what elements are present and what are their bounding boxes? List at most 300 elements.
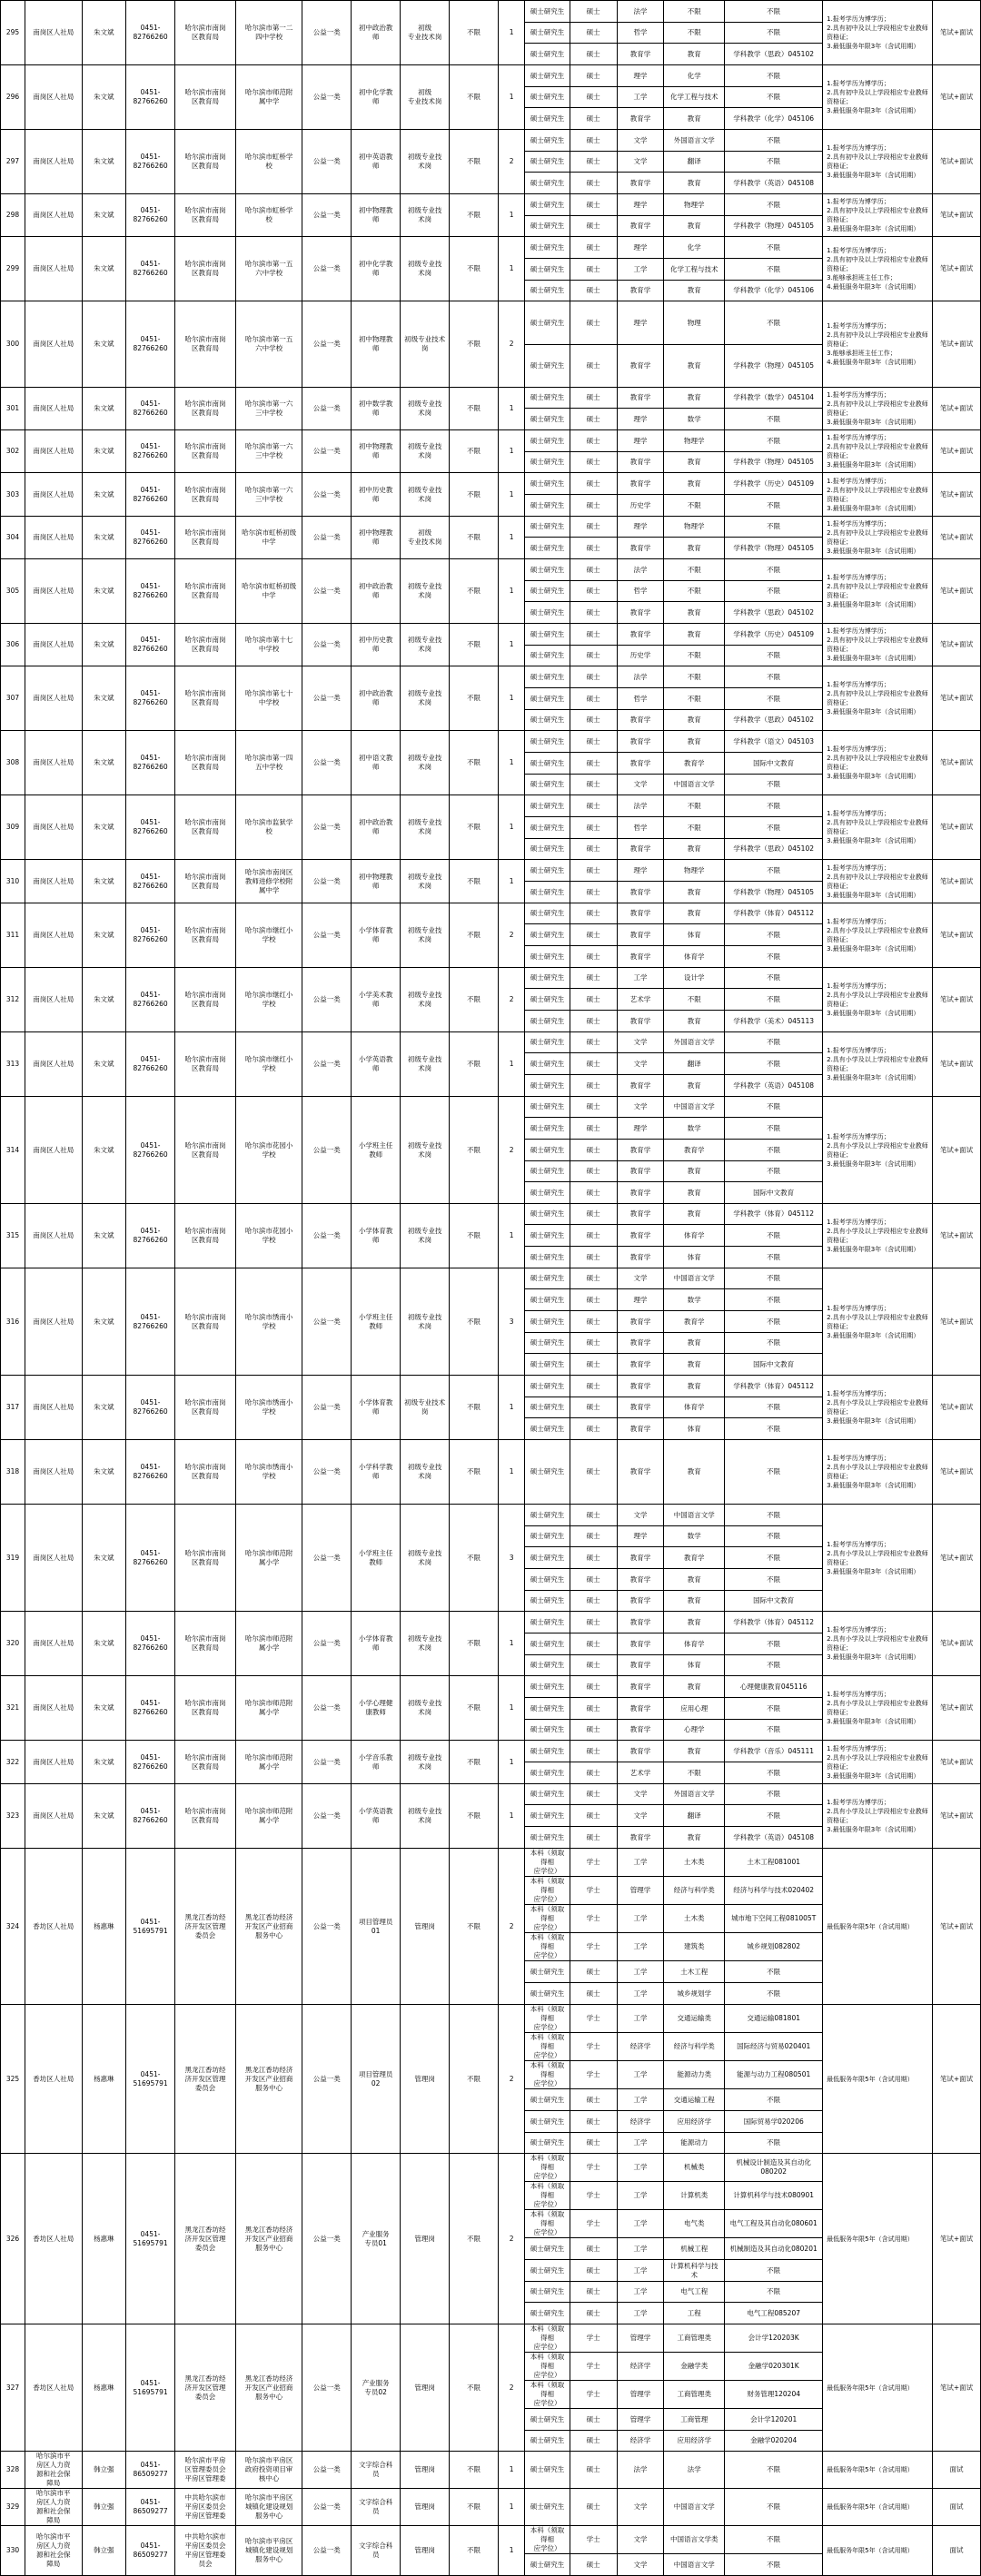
hiring-count-cell: 1 (499, 65, 525, 130)
post-category-cell: 初级专业技 术岗 (401, 1268, 450, 1376)
major-category-cell: 计算机类 (664, 2182, 725, 2210)
degree-cell: 硕士 (570, 1204, 617, 1225)
exam-method-cell: 笔试+面试 (932, 2005, 980, 2154)
degree-cell: 硕士 (570, 1547, 617, 1569)
education-cell: 硕士研究生 (525, 1118, 570, 1140)
unit-type-cell: 公益一类 (302, 517, 352, 559)
major-category-cell: 数学 (664, 409, 725, 430)
exam-method-cell: 面试 (932, 2526, 980, 2576)
degree-cell: 硕士 (570, 688, 617, 710)
discipline-cell: 教育学 (617, 710, 664, 731)
contact-phone-cell: 0451- 82766260 (126, 1376, 175, 1440)
row-number-cell: 311 (1, 903, 25, 968)
major-category-cell: 土木类 (664, 1905, 725, 1933)
post-category-cell: 初级专业技 术岗 (401, 1097, 450, 1204)
requirements-cell: 1.报考学历为博学历； 2.具有初中及以上学段相应专业教师 资格证； 3.最低服务年限3年（含试用期） (823, 795, 933, 860)
table-row (1, 1268, 981, 1289)
hiring-unit-cell: 哈尔滨市继红小 学校 (235, 903, 302, 968)
major-cell: 不限 (725, 1418, 823, 1440)
row-number-cell: 313 (1, 1032, 25, 1097)
education-cell: 硕士研究生 (525, 646, 570, 666)
degree-cell: 硕士 (570, 2089, 617, 2111)
table-row (1, 666, 981, 688)
requirements-cell: 1.报考学历为博学历； 2.具有初中及以上学段相应专业教师 资格证； 3.最低服务年限3年（含试用期） (823, 517, 933, 559)
table-row (1, 1612, 981, 1633)
education-cell: 硕士研究生 (525, 1741, 570, 1762)
hiring-count-cell: 1 (499, 731, 525, 795)
degree-cell: 硕士 (570, 517, 617, 538)
major-category-cell: 建筑类 (664, 1933, 725, 1961)
requirements-cell: 1.报考学历为博学历； 2.具有初中及以上学段相应专业教师 资格证； 3.最低服务年限3年（含试用期） (823, 860, 933, 903)
major-category-cell: 能源动力类 (664, 2061, 725, 2089)
discipline-cell: 理学 (617, 517, 664, 538)
row-number-cell: 303 (1, 473, 25, 517)
major-cell: 学科教学（思政）045102 (725, 710, 823, 731)
major-category-cell: 教育学 (664, 1547, 725, 1569)
degree-cell: 硕士 (570, 775, 617, 795)
competent-authority-cell: 中共哈尔滨市 平房区委员会 平房区管理委 员会 (175, 2526, 236, 2576)
contact-phone-cell: 0451- 82766260 (126, 666, 175, 731)
exam-method-cell: 笔试+面试 (932, 1440, 980, 1505)
major-category-cell: 不限 (664, 495, 725, 517)
discipline-cell: 教育学 (617, 1397, 664, 1418)
department-cell: 南岗区人社局 (25, 860, 82, 903)
degree-cell: 硕士 (570, 666, 617, 688)
hiring-unit-cell: 哈尔滨市第一五 六中学校 (235, 301, 302, 388)
major-cell: 不限 (725, 259, 823, 281)
unit-type-cell: 公益一类 (302, 65, 352, 130)
hiring-count-cell: 2 (499, 2154, 525, 2324)
row-number-cell: 300 (1, 301, 25, 388)
education-cell: 硕士研究生 (525, 1011, 570, 1032)
table-row (1, 1204, 981, 1225)
major-cell: 不限 (725, 2452, 823, 2489)
major-cell: 学科教学（化学）045106 (725, 281, 823, 301)
department-cell: 南岗区人社局 (25, 666, 82, 731)
major-cell: 学科教学（体育）045112 (725, 1612, 823, 1633)
major-category-cell: 工商管理类 (664, 2324, 725, 2353)
degree-cell: 学士 (570, 1933, 617, 1961)
education-cell: 硕士研究生 (525, 1075, 570, 1097)
major-category-cell: 化学 (664, 65, 725, 87)
row-number-cell: 321 (1, 1676, 25, 1741)
degree-cell: 硕士 (570, 1805, 617, 1827)
degree-cell: 硕士 (570, 281, 617, 301)
contact-phone-cell: 0451- 82766260 (126, 1612, 175, 1676)
discipline-cell: 法学 (617, 1, 664, 23)
hiring-count-cell: 1 (499, 430, 525, 473)
major-cell: 学科教学（音乐）045111 (725, 1741, 823, 1762)
degree-cell: 硕士 (570, 2133, 617, 2154)
education-cell: 硕士研究生 (525, 301, 570, 345)
contact-phone-cell: 0451- 51695791 (126, 2154, 175, 2324)
discipline-cell: 教育学 (617, 839, 664, 860)
education-cell: 硕士研究生 (525, 1289, 570, 1311)
exam-method-cell: 面试 (932, 2452, 980, 2489)
education-cell: 硕士研究生 (525, 1053, 570, 1075)
degree-cell: 硕士 (570, 452, 617, 473)
hiring-unit-cell: 哈尔滨市花园小 学校 (235, 1204, 302, 1268)
degree-cell: 硕士 (570, 130, 617, 152)
major-category-cell: 能源动力 (664, 2133, 725, 2154)
post-category-cell: 初级专业技 术岗 (401, 1676, 450, 1741)
major-cell: 不限 (725, 1633, 823, 1655)
discipline-cell: 工学 (617, 2182, 664, 2210)
hiring-count-cell: 1 (499, 559, 525, 624)
degree-cell: 硕士 (570, 259, 617, 281)
contact-person-cell: 朱文斌 (82, 1440, 126, 1505)
hiring-unit-cell: 哈尔滨市师范附 属小学 (235, 1505, 302, 1612)
hiring-count-cell: 1 (499, 2452, 525, 2489)
degree-cell: 硕士 (570, 753, 617, 775)
hiring-unit-cell: 黑龙江香坊经济 开发区产业招商 服务中心 (235, 2154, 302, 2324)
post-name-cell: 小学体育教 师 (352, 903, 401, 968)
post-category-cell: 管理岗 (401, 2005, 450, 2154)
education-cell: 硕士研究生 (525, 130, 570, 152)
discipline-cell: 经济学 (617, 2111, 664, 2133)
discipline-cell: 教育学 (617, 216, 664, 237)
discipline-cell: 教育学 (617, 538, 664, 559)
table-row (1, 559, 981, 581)
discipline-cell: 理学 (617, 1526, 664, 1547)
major-category-cell: 教育 (664, 388, 725, 409)
competent-authority-cell: 哈尔滨市南岗 区教育局 (175, 388, 236, 430)
table-body (1, 1, 981, 2576)
education-cell: 硕士研究生 (525, 409, 570, 430)
major-category-cell: 体育 (664, 924, 725, 946)
unit-type-cell: 公益一类 (302, 903, 352, 968)
education-cell: 硕士研究生 (525, 581, 570, 602)
hiring-unit-cell: 哈尔滨市师范附 属小学 (235, 1741, 302, 1784)
major-cell: 不限 (725, 495, 823, 517)
major-category-cell: 教育 (664, 1011, 725, 1032)
major-cell: 学科教学（体育）045112 (725, 1376, 823, 1397)
competent-authority-cell: 哈尔滨市南岗 区教育局 (175, 1, 236, 65)
department-cell: 南岗区人社局 (25, 1268, 82, 1376)
discipline-cell: 教育学 (617, 1225, 664, 1247)
major-category-cell: 土木工程 (664, 1961, 725, 1983)
discipline-cell: 工学 (617, 2133, 664, 2154)
row-number-cell: 296 (1, 65, 25, 130)
competent-authority-cell: 黑龙江香坊经 济开发区管理 委员会 (175, 2154, 236, 2324)
table-row (1, 731, 981, 753)
education-cell: 硕士研究生 (525, 1961, 570, 1983)
row-number-cell: 328 (1, 2452, 25, 2489)
major-category-cell: 不限 (664, 795, 725, 817)
discipline-cell: 文学 (617, 1505, 664, 1526)
exam-method-cell: 笔试+面试 (932, 1268, 980, 1376)
post-category-cell: 管理岗 (401, 2154, 450, 2324)
degree-cell: 学士 (570, 2182, 617, 2210)
education-cell: 硕士研究生 (525, 1354, 570, 1376)
post-category-cell: 初级专业技 术岗 (401, 1612, 450, 1676)
requirements-cell: 1.报考学历为博学历； 2.具有小学及以上学段相应专业教师 资格证； 3.最低服务年限3年（含试用期） (823, 1612, 933, 1676)
degree-cell: 硕士 (570, 1182, 617, 1204)
exam-category-cell: 不限 (450, 1676, 499, 1741)
degree-cell: 硕士 (570, 924, 617, 946)
requirements-cell: 1.报考学历为博学历； 2.具有初中及以上学段相应专业教师 资格证； 3.最低服务年限3年（含试用期） (823, 194, 933, 237)
hiring-unit-cell: 哈尔滨市第一六 三中学校 (235, 388, 302, 430)
post-name-cell: 文字综合科 员 (352, 2452, 401, 2489)
unit-type-cell: 公益一类 (302, 1741, 352, 1784)
education-cell: 硕士研究生 (525, 1376, 570, 1397)
major-cell: 不限 (725, 2526, 823, 2554)
major-category-cell: 物理学 (664, 860, 725, 882)
hiring-count-cell: 2 (499, 903, 525, 968)
table-row (1, 2526, 981, 2554)
contact-person-cell: 朱文斌 (82, 968, 126, 1032)
exam-category-cell: 不限 (450, 130, 499, 194)
education-cell: 硕士研究生 (525, 1591, 570, 1612)
contact-phone-cell: 0451- 82766260 (126, 731, 175, 795)
degree-cell: 硕士 (570, 1333, 617, 1354)
exam-category-cell: 不限 (450, 237, 499, 301)
major-category-cell: 中国语言文学类 (664, 2526, 725, 2554)
major-cell: 计算机科学与技术080901 (725, 2182, 823, 2210)
education-cell: 硕士研究生 (525, 194, 570, 216)
degree-cell: 硕士 (570, 409, 617, 430)
degree-cell: 硕士 (570, 817, 617, 839)
post-category-cell: 初级专业技 术岗 (401, 1741, 450, 1784)
competent-authority-cell: 哈尔滨市南岗 区教育局 (175, 1204, 236, 1268)
education-cell: 硕士研究生 (525, 2260, 570, 2282)
contact-person-cell: 朱文斌 (82, 65, 126, 130)
exam-method-cell: 笔试+面试 (932, 1676, 980, 1741)
contact-person-cell: 朱文斌 (82, 1204, 126, 1268)
hiring-unit-cell: 哈尔滨市绣南小 学校 (235, 1376, 302, 1440)
major-cell: 不限 (725, 1333, 823, 1354)
degree-cell: 学士 (570, 2353, 617, 2381)
major-category-cell: 教育 (664, 1204, 725, 1225)
post-name-cell: 初中历史教 师 (352, 624, 401, 666)
discipline-cell: 教育学 (617, 753, 664, 775)
major-cell: 金融学020204 (725, 2431, 823, 2452)
major-cell: 不限 (725, 1397, 823, 1418)
exam-method-cell: 笔试+面试 (932, 388, 980, 430)
unit-type-cell: 公益一类 (302, 237, 352, 301)
requirements-cell: 1.报考学历为博学历； 2.具有小学及以上学段相应专业教师 资格证； 3.最低服务年限3年（含试用期） (823, 1676, 933, 1741)
requirements-cell: 1.报考学历为博学历； 2.具有小学及以上学段相应专业教师 资格证； 3.最低服务年限3年（含试用期） (823, 1097, 933, 1204)
major-category-cell: 教育 (664, 602, 725, 624)
education-cell: 硕士研究生 (525, 775, 570, 795)
hiring-unit-cell: 哈尔滨市第一五 六中学校 (235, 237, 302, 301)
major-cell: 金融学020301K (725, 2353, 823, 2381)
major-category-cell: 体育学 (664, 946, 725, 968)
education-cell: 硕士研究生 (525, 688, 570, 710)
hiring-unit-cell: 哈尔滨市师范附 属中学 (235, 65, 302, 130)
unit-type-cell: 公益一类 (302, 1784, 352, 1849)
contact-phone-cell: 0451- 51695791 (126, 2005, 175, 2154)
education-cell: 硕士研究生 (525, 1526, 570, 1547)
post-name-cell: 初中英语教 师 (352, 130, 401, 194)
major-cell: 学科教学（思政）045102 (725, 602, 823, 624)
contact-person-cell: 朱文斌 (82, 194, 126, 237)
major-category-cell: 外国语言文学 (664, 1032, 725, 1053)
degree-cell: 硕士 (570, 968, 617, 989)
education-cell: 硕士研究生 (525, 1333, 570, 1354)
table-row (1, 2324, 981, 2353)
exam-method-cell: 笔试+面试 (932, 624, 980, 666)
row-number-cell: 310 (1, 860, 25, 903)
table-row (1, 473, 981, 495)
education-cell: 硕士研究生 (525, 2303, 570, 2324)
post-name-cell: 小学科学教 师 (352, 1440, 401, 1505)
hiring-unit-cell: 哈尔滨市平房区 城镇化建设规划 服务中心 (235, 2489, 302, 2526)
degree-cell: 学士 (570, 1877, 617, 1905)
department-cell: 南岗区人社局 (25, 1440, 82, 1505)
unit-type-cell: 公益一类 (302, 1268, 352, 1376)
degree-cell: 硕士 (570, 1311, 617, 1333)
hiring-unit-cell: 哈尔滨市师范附 属小学 (235, 1612, 302, 1676)
major-cell: 学科教学（体育）045112 (725, 1204, 823, 1225)
major-category-cell: 翻译 (664, 152, 725, 173)
hiring-count-cell: 1 (499, 237, 525, 301)
education-cell: 硕士研究生 (525, 1655, 570, 1676)
education-cell: 硕士研究生 (525, 108, 570, 130)
major-category-cell: 教育 (664, 1569, 725, 1591)
major-category-cell: 外国语言文学 (664, 130, 725, 152)
education-cell: 本科（须取得相 应学位） (525, 1933, 570, 1961)
discipline-cell: 教育学 (617, 388, 664, 409)
major-cell: 财务管理120204 (725, 2381, 823, 2409)
education-cell: 硕士研究生 (525, 559, 570, 581)
discipline-cell: 教育学 (617, 1140, 664, 1161)
major-cell: 不限 (725, 1225, 823, 1247)
education-cell: 硕士研究生 (525, 946, 570, 968)
exam-category-cell: 不限 (450, 559, 499, 624)
contact-person-cell: 朱文斌 (82, 1676, 126, 1741)
major-cell: 国际贸易学020206 (725, 2111, 823, 2133)
requirements-cell: 1.报考学历为博学历； 2.具有初中及以上学段相应专业教师 资格证； 3.最低服务年限3年（含试用期） (823, 388, 933, 430)
education-cell: 本科（须取得相 应学位） (525, 2182, 570, 2210)
major-cell: 不限 (725, 1, 823, 23)
contact-phone-cell: 0451- 82766260 (126, 795, 175, 860)
major-category-cell: 教育 (664, 345, 725, 388)
contact-phone-cell: 0451- 82766260 (126, 1741, 175, 1784)
degree-cell: 学士 (570, 2005, 617, 2033)
education-cell: 硕士研究生 (525, 495, 570, 517)
post-name-cell: 初中物理教 师 (352, 860, 401, 903)
education-cell: 硕士研究生 (525, 710, 570, 731)
discipline-cell: 理学 (617, 1289, 664, 1311)
hiring-count-cell: 2 (499, 301, 525, 388)
major-cell: 城市地下空间工程081005T (725, 1905, 823, 1933)
major-category-cell: 金融学类 (664, 2353, 725, 2381)
department-cell: 南岗区人社局 (25, 388, 82, 430)
hiring-count-cell: 2 (499, 1097, 525, 1204)
discipline-cell: 教育学 (617, 1591, 664, 1612)
degree-cell: 硕士 (570, 87, 617, 108)
major-cell: 不限 (725, 946, 823, 968)
competent-authority-cell: 哈尔滨市南岗 区教育局 (175, 559, 236, 624)
education-cell: 硕士研究生 (525, 817, 570, 839)
discipline-cell: 教育学 (617, 281, 664, 301)
contact-phone-cell: 0451- 82766260 (126, 1, 175, 65)
exam-method-cell: 笔试+面试 (932, 666, 980, 731)
exam-method-cell: 笔试+面试 (932, 1032, 980, 1097)
major-category-cell: 教育 (664, 731, 725, 753)
discipline-cell: 教育学 (617, 1547, 664, 1569)
major-cell: 国际中文教育 (725, 1591, 823, 1612)
education-cell: 本科（须取得相 应学位） (525, 1849, 570, 1877)
discipline-cell: 教育学 (617, 1720, 664, 1741)
major-cell: 不限 (725, 2489, 823, 2526)
education-cell: 硕士研究生 (525, 1204, 570, 1225)
exam-method-cell: 笔试+面试 (932, 1849, 980, 2005)
hiring-count-cell: 1 (499, 1741, 525, 1784)
education-cell: 硕士研究生 (525, 2089, 570, 2111)
discipline-cell: 教育学 (617, 1182, 664, 1204)
exam-category-cell: 不限 (450, 1612, 499, 1676)
table-row (1, 1676, 981, 1698)
major-cell: 学科教学（物理）045105 (725, 345, 823, 388)
major-cell: 不限 (725, 1698, 823, 1720)
table-row (1, 1505, 981, 1526)
education-cell: 硕士研究生 (525, 1784, 570, 1805)
post-name-cell: 初中化学教 师 (352, 237, 401, 301)
major-cell: 不限 (725, 2260, 823, 2282)
major-cell: 不限 (725, 989, 823, 1011)
requirements-cell: 1.报考学历为博学历； 2.具有初中及以上学段相应专业教师 资格证； 3.最低服务年限3年（含试用期） (823, 473, 933, 517)
discipline-cell: 经济学 (617, 2033, 664, 2061)
hiring-unit-cell: 黑龙江香坊经济 开发区产业招商 服务中心 (235, 2324, 302, 2452)
hiring-count-cell: 1 (499, 473, 525, 517)
major-category-cell: 教育 (664, 1182, 725, 1204)
contact-person-cell: 朱文斌 (82, 1784, 126, 1849)
post-name-cell: 初中物理教 师 (352, 517, 401, 559)
major-cell: 机械制造及其自动化080201 (725, 2238, 823, 2260)
row-number-cell: 330 (1, 2526, 25, 2576)
degree-cell: 硕士 (570, 710, 617, 731)
exam-category-cell: 不限 (450, 1505, 499, 1612)
major-category-cell: 教育 (664, 839, 725, 860)
major-category-cell: 教育 (664, 216, 725, 237)
major-cell: 经济与科学与技术020402 (725, 1877, 823, 1905)
degree-cell: 硕士 (570, 2260, 617, 2282)
post-category-cell: 初级专业技 术岗 (401, 194, 450, 237)
education-cell: 硕士研究生 (525, 388, 570, 409)
row-number-cell: 305 (1, 559, 25, 624)
degree-cell: 硕士 (570, 1354, 617, 1376)
exam-category-cell: 不限 (450, 860, 499, 903)
hiring-count-cell: 1 (499, 1440, 525, 1505)
discipline-cell: 理学 (617, 301, 664, 345)
education-cell: 本科（须取得相 应学位） (525, 2005, 570, 2033)
major-category-cell: 教育学 (664, 1311, 725, 1333)
major-category-cell: 工商管理类 (664, 2381, 725, 2409)
post-name-cell: 小学体育教 师 (352, 1612, 401, 1676)
discipline-cell: 工学 (617, 2005, 664, 2033)
discipline-cell: 教育学 (617, 624, 664, 646)
exam-category-cell: 不限 (450, 968, 499, 1032)
education-cell: 硕士研究生 (525, 924, 570, 946)
major-cell: 不限 (725, 1655, 823, 1676)
contact-phone-cell: 0451- 82766260 (126, 388, 175, 430)
post-category-cell: 管理岗 (401, 2526, 450, 2576)
degree-cell: 硕士 (570, 1268, 617, 1289)
exam-method-cell: 笔试+面试 (932, 1505, 980, 1612)
major-cell: 不限 (725, 2089, 823, 2111)
discipline-cell: 工学 (617, 2303, 664, 2324)
education-cell: 硕士研究生 (525, 2431, 570, 2452)
discipline-cell: 工学 (617, 259, 664, 281)
education-cell: 硕士研究生 (525, 602, 570, 624)
row-number-cell: 317 (1, 1376, 25, 1440)
hiring-unit-cell: 哈尔滨市继红小 学校 (235, 968, 302, 1032)
education-cell: 硕士研究生 (525, 882, 570, 903)
degree-cell: 硕士 (570, 2489, 617, 2526)
education-cell: 本科（须取得相 应学位） (525, 2526, 570, 2554)
